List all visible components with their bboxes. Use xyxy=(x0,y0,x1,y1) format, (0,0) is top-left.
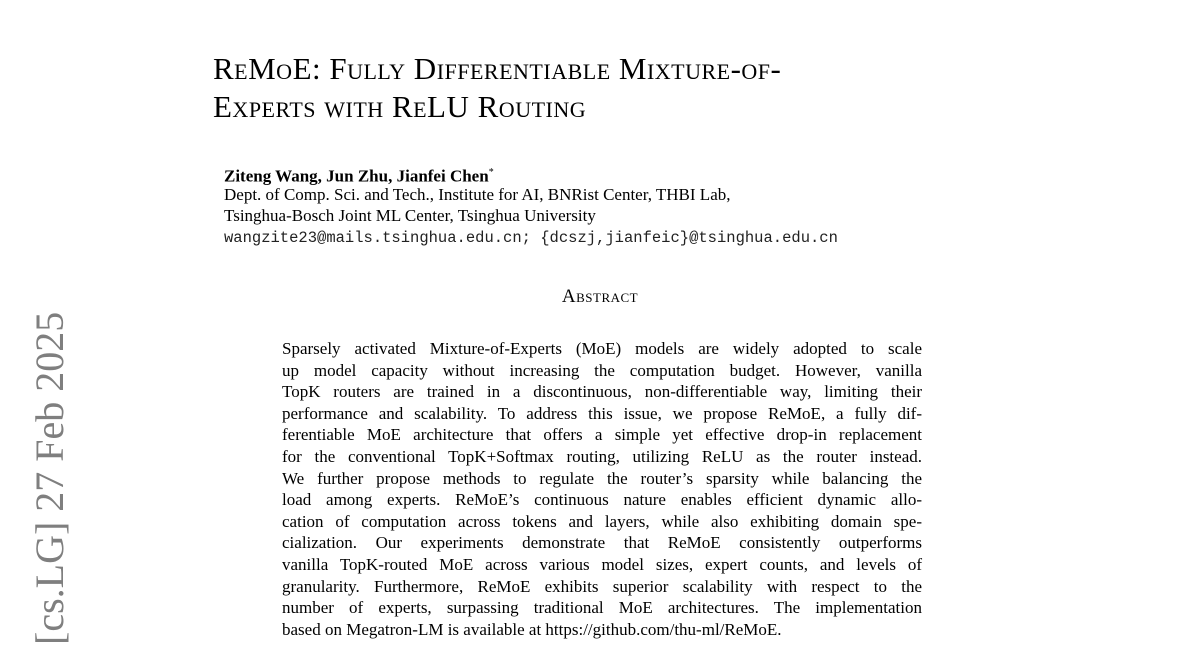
abstract-line: based on Megatron-LM is available at https://github.com/thu-ml/ReMoE. xyxy=(282,619,782,639)
arxiv-side-stamp: [cs.LG] 27 Feb 2025 xyxy=(27,311,72,645)
abstract-line: number of experts, surpassing traditional MoE architectures. The implementation xyxy=(282,598,922,618)
author-emails: wangzite23@mails.tsinghua.edu.cn; {dcszj,jianfeic}@tsinghua.edu.cn xyxy=(224,229,838,247)
abstract-line: load among experts. ReMoE’s continuous nature enables efficient dynamic allo- xyxy=(282,490,922,510)
abstract-line: performance and scalability. To address this issue, we propose ReMoE, a fully dif- xyxy=(282,403,922,423)
abstract-line: Sparsely activated Mixture-of-Experts (MoE) models are widely adopted to scale xyxy=(282,339,922,358)
abstract-line: cation of computation across tokens and layers, while also exhibiting domain spe- xyxy=(282,511,922,531)
corresponding-author-mark: * xyxy=(488,167,494,178)
abstract-body xyxy=(282,338,922,640)
affiliation-line: Tsinghua-Bosch Joint ML Center, Tsinghua University xyxy=(224,206,596,225)
abstract-line: We further propose methods to regulate the router’s sparsity while balancing the xyxy=(282,468,922,488)
affiliation-line: Dept. of Comp. Sci. and Tech., Institute for AI, BNRist Center, THBI Lab, xyxy=(224,185,731,204)
paper-title xyxy=(213,50,1013,126)
abstract-heading: Abstract xyxy=(561,286,639,307)
abstract-line: ferentiable MoE architecture that offers a simple yet effective drop-in replacement xyxy=(282,425,922,445)
author-names: Ziteng Wang, Jun Zhu, Jianfei Chen xyxy=(224,166,489,186)
abstract-line: up model capacity without increasing the computation budget. However, vanilla xyxy=(282,360,922,380)
title-line: ReMoE: Fully Differentiable Mixture-of- xyxy=(213,51,782,86)
abstract-line: for the conventional TopK+Softmax routing, utilizing ReLU as the router instead. xyxy=(282,446,922,466)
abstract-line: cialization. Our experiments demonstrate that ReMoE consistently outperforms xyxy=(282,533,922,553)
affiliation xyxy=(224,184,731,226)
abstract-line: granularity. Furthermore, ReMoE exhibits superior scalability with respect to the xyxy=(282,576,922,596)
abstract-line: TopK routers are trained in a discontinuous, non-differentiable way, limiting their xyxy=(282,382,922,402)
author-list xyxy=(224,162,494,187)
abstract-line: vanilla TopK-routed MoE across various model sizes, expert counts, and levels of xyxy=(282,554,922,574)
title-line: Experts with ReLU Routing xyxy=(213,89,587,124)
